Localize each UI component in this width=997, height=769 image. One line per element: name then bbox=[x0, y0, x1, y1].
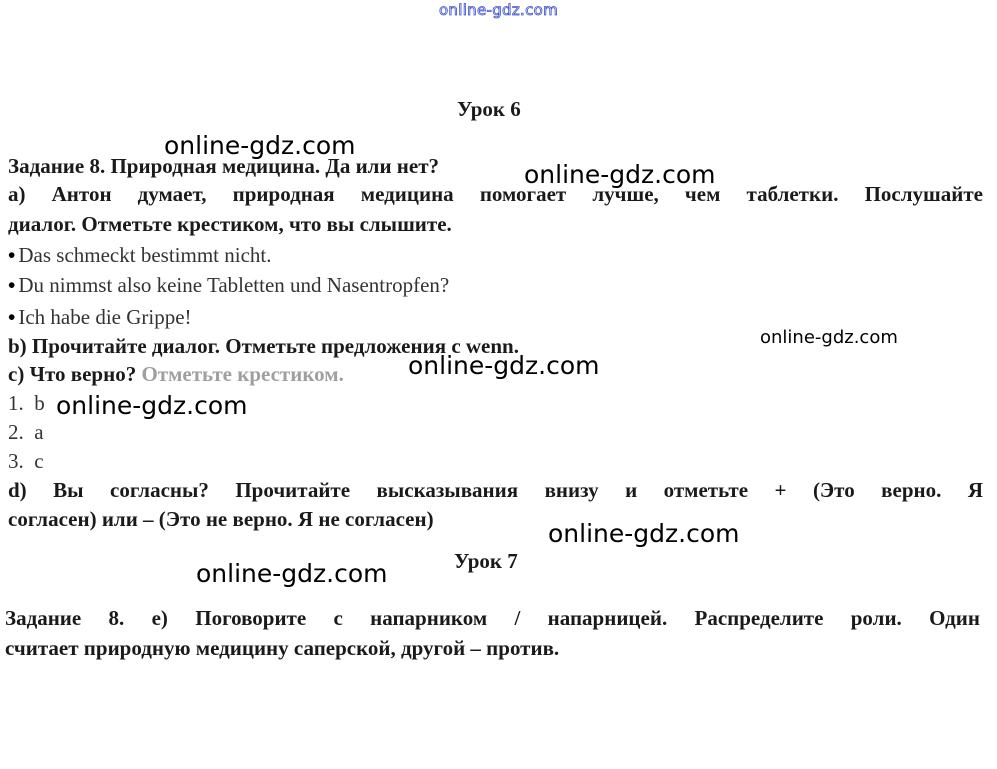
task-b-line: b) Прочитайте диалог. Отметьте предложения с wenn. bbox=[8, 334, 519, 358]
watermark: online-gdz.com bbox=[548, 519, 740, 548]
task-c-start: с) Что верно? bbox=[8, 362, 137, 386]
task-d-line2: согласен) или – (Это не верно. Я не согласен) bbox=[8, 507, 434, 531]
task-a-line2: диалог. Отметьте крестиком, что вы слышите. bbox=[8, 212, 452, 236]
watermark: online-gdz.com bbox=[408, 351, 600, 380]
bullet-item: • Ich habe die Grippe! bbox=[8, 305, 192, 330]
watermark: online-gdz.com bbox=[524, 160, 716, 189]
watermark: online-gdz.com bbox=[760, 327, 898, 348]
bullet-item: • Du nimmst also keine Tabletten und Nasentropfen? bbox=[8, 273, 449, 298]
task-c-line bbox=[8, 362, 344, 387]
bullet-item: • Das schmeckt bestimmt nicht. bbox=[8, 243, 271, 268]
option-item: 3. c bbox=[8, 449, 44, 473]
watermark: online-gdz.com bbox=[196, 559, 388, 588]
option-item: 1. b bbox=[8, 391, 45, 415]
task-c-end: Отметьте крестиком. bbox=[141, 362, 344, 386]
watermark: online-gdz.com bbox=[56, 391, 248, 420]
task-d-line1: d) Вы согласны? Прочитайте высказывания внизу и отметьте + (Это верно. Я bbox=[8, 478, 983, 502]
task-e-line2: считает природную медицину саперской, другой – против. bbox=[5, 636, 560, 660]
watermark: online-gdz.com bbox=[164, 131, 356, 160]
task8-heading: Задание 8. Природная медицина. Да или нет? bbox=[8, 154, 440, 178]
option-item: 2. a bbox=[8, 420, 44, 444]
lesson7-title: Урок 7 bbox=[454, 549, 518, 573]
lesson6-title: Урок 6 bbox=[457, 97, 521, 121]
task-a-line1: а) Антон думает, природная медицина помогает лучше, чем таблетки. Послушайте bbox=[8, 182, 983, 206]
task-e-line1: Задание 8. е) Поговорите с напарником / напарницей. Распределите роли. Один bbox=[5, 606, 980, 630]
header-watermark: online-gdz.com bbox=[438, 1, 559, 19]
